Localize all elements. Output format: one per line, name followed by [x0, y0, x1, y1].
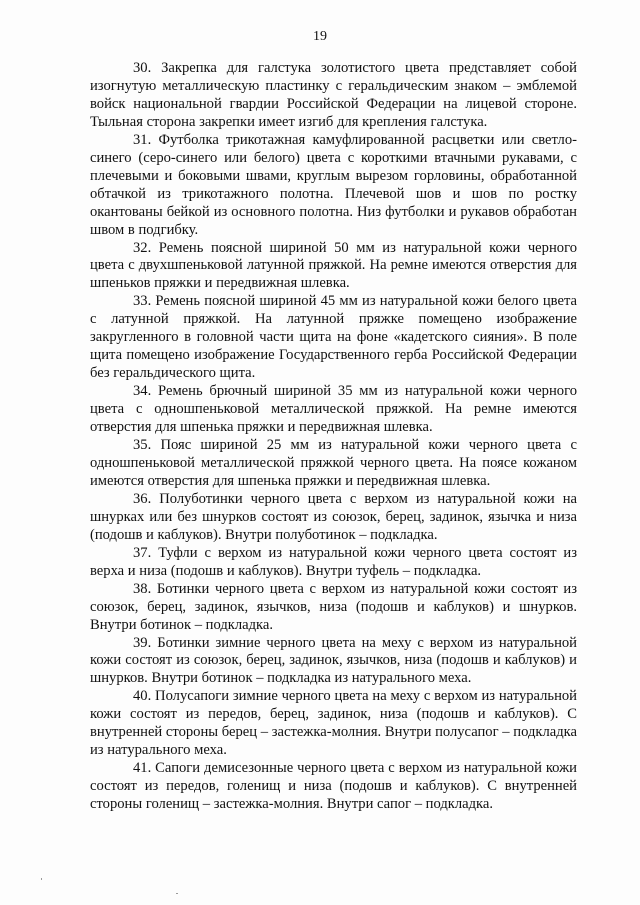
- scan-speck: [41, 878, 42, 880]
- paragraph-36: 36. Полуботинки черного цвета с верхом из натуральной кожи на шнурках или без шнурков состоят из союзок, берец, задинок, язычка и низа (подошв и каблуков). Внутри полуботинок – подкладка.: [90, 490, 577, 543]
- paragraph-32: 32. Ремень поясной шириной 50 мм из натуральной кожи черного цвета с двухшпеньковой латунной пряжкой. На ремне имеются отверстия для шпеньков пряжки и передвижная шлевка.: [90, 239, 577, 292]
- paragraph-37: 37. Туфли с верхом из натуральной кожи черного цвета состоят из верха и низа (подошв и каблуков). Внутри туфель – подкладка.: [90, 544, 577, 579]
- paragraph-38: 38. Ботинки черного цвета с верхом из натуральной кожи состоят из союзок, берец, задинок, язычков, низа (подошв и каблуков) и шнурков. Внутри ботинок – подкладка.: [90, 580, 577, 633]
- paragraph-35: 35. Пояс шириной 25 мм из натуральной кожи черного цвета с одношпеньковой металлической пряжкой черного цвета. На поясе кожаном имеются отверстия для шпенька пряжки и передвижная шлевка.: [90, 437, 577, 489]
- paragraph-31: 31. Футболка трикотажная камуфлированной расцветки или светло-синего (серо-синего или белого) цвета с короткими втачными рукавами, с плечевыми и боковыми швами, круглым вырезом горловины, обработанной обтачкой из трикотажного полотна. Плечевой шов и шов по ростку окантованы бейкой из основного полотна. Низ футболки и рукавов обработан швом в подгибку.: [90, 131, 577, 238]
- paragraph-33: 33. Ремень поясной шириной 45 мм из натуральной кожи белого цвета с латунной пряжкой. На латунной пряжке помещено изображение закругленного в головной части щита на фоне «кадетского сияния». В поле щита помещено изображение Государственного герба Российской Федерации без геральдического щита.: [90, 293, 577, 382]
- document-body: [90, 60, 577, 814]
- paragraph-34: 34. Ремень брючный шириной 35 мм из натуральной кожи черного цвета с одношпеньковой металлической пряжкой. На ремне имеются отверстия для шпенька пряжки и передвижная шлевка.: [90, 383, 577, 436]
- paragraph-41: 41. Сапоги демисезонные черного цвета с верхом из натуральной кожи состоят из передов, голенищ и низа (подошв и каблуков). С внутренней стороны голенищ – застежка-молния. Внутри сапог – подкладка.: [90, 760, 577, 813]
- page-number: 19: [313, 29, 327, 44]
- paragraph-30: 30. Закрепка для галстука золотистого цвета представляет собой изогнутую металлическую пластинку с геральдическим знаком – эмблемой войск национальной гвардии Российской Федерации на лицевой стороне. Тыльная сторона закрепки имеет изгиб для крепления галстука.: [90, 60, 577, 130]
- paragraph-40: 40. Полусапоги зимние черного цвета на меху с верхом из натуральной кожи состоят из передов, берец, задинок, низа (подошв и каблуков). С внутренней стороны берец – застежка-молния. Внутри полусапог – подкладка из натурального меха.: [90, 688, 577, 759]
- scan-speck: [176, 893, 178, 894]
- paragraph-39: 39. Ботинки зимние черного цвета на меху с верхом из натуральной кожи состоят из союзок, берец, задинок, язычков, низа (подошв и каблуков) и шнурков. Внутри ботинок – подкладка из натурального меха.: [90, 634, 577, 687]
